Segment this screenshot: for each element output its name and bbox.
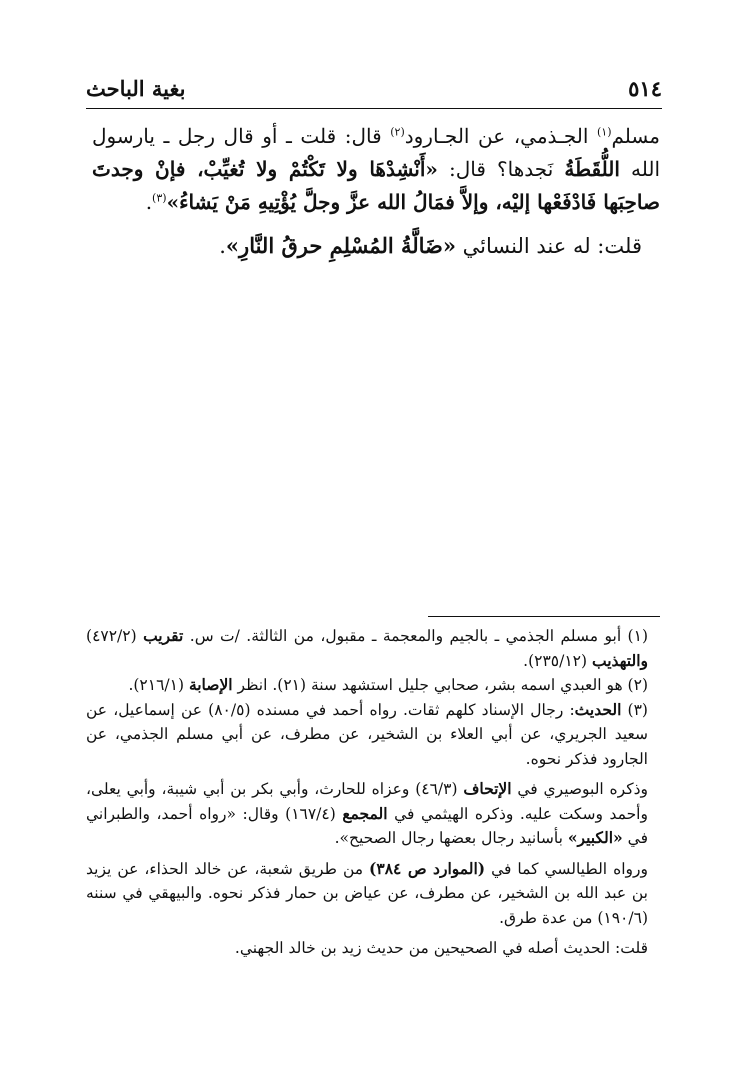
text-segment: (٢) هو العبدي اسمه بشر، صحابي جليل استشهد سنة (٢١). انظر bbox=[232, 676, 648, 694]
nasai-quote: «ضَالَّةُ المُسْلِمِ حرقُ النَّارِ» bbox=[225, 233, 456, 258]
footnote-3-paragraph-3 bbox=[86, 857, 662, 931]
bold-term: (الموارد ص ٣٨٤) bbox=[369, 858, 486, 878]
page-header bbox=[86, 72, 662, 106]
footnote-ref-2: (٢) bbox=[390, 125, 405, 139]
footnote-divider bbox=[428, 616, 660, 617]
footnote-2 bbox=[86, 673, 662, 698]
text-segment: مسلم bbox=[611, 124, 660, 148]
header-divider bbox=[86, 108, 662, 109]
footnote-3-paragraph-4 bbox=[86, 936, 662, 961]
hadith-paragraph bbox=[92, 120, 660, 219]
bold-term: المجمع bbox=[342, 803, 388, 823]
text-segment: من طريق شعبة، عن خالد الحذاء، عن يزيد بن عبد الله بن الشخير، عن مطرف، عن عياض بن حمار فذكر نحوه. والبيهقي في سننه (١٩٠/٦) من عدة طرق. bbox=[86, 859, 648, 927]
text-segment: قلت: الحديث أصله في الصحيحين من حديث زيد بن خالد الجهني. bbox=[234, 939, 648, 957]
text-segment: (٢٣٥/١٢). bbox=[523, 651, 592, 670]
text-segment: . bbox=[219, 234, 226, 258]
bold-term: «الكبير» bbox=[567, 828, 623, 847]
bold-term: الإتحاف bbox=[463, 779, 512, 798]
main-text bbox=[92, 120, 660, 263]
footnote-ref-3: (٣) bbox=[152, 191, 167, 205]
bold-term: الحديث bbox=[574, 699, 622, 719]
text-segment: (٢١٦/١). bbox=[128, 676, 189, 694]
text-segment: (١) أبو مسلم الجذمي ـ بالجيم والمعجمة ـ مقبول، من الثالثة. /ت س. bbox=[183, 627, 648, 645]
running-title: بغية الباحث bbox=[86, 76, 186, 101]
text-segment: (١٦٧/٤) وقال: «رواه أحمد، والطبراني في bbox=[86, 804, 648, 847]
footnote-1 bbox=[86, 624, 662, 673]
footnote-3-paragraph-2 bbox=[86, 777, 662, 851]
page-number: ٥١٤ bbox=[628, 76, 662, 101]
bold-term: والتهذيب bbox=[591, 650, 648, 670]
text-segment: ورواه الطيالسي كما في bbox=[485, 859, 648, 878]
hadith-quote: «أَنْشِدْهَا ولا تَكْتُمْ ولا تُغيِّبْ، فإنْ وجدتَ صاحِبَها فَادْفَعْها إليْه، وإلاَّ فمَالُ الله عزَّ وجلَّ يُؤْتِيهِ مَنْ يَشاءُ» bbox=[92, 157, 660, 214]
author-note-paragraph bbox=[92, 229, 660, 263]
footnote-3 bbox=[86, 698, 662, 772]
text-segment: الجـذمي، عن الجـارود bbox=[404, 124, 597, 148]
footnotes-section bbox=[86, 624, 662, 961]
text-segment: قلت: له عند النسائي bbox=[456, 234, 642, 258]
text-segment: . bbox=[145, 190, 153, 214]
text-segment: نَجدها؟ قال: bbox=[437, 157, 565, 181]
footnote-ref-1: (١) bbox=[596, 125, 612, 139]
bold-term: الإصابة bbox=[188, 675, 233, 694]
text-segment: وذكره البوصيري في bbox=[511, 780, 648, 798]
text-segment: (٤٧٢/٢) bbox=[86, 627, 144, 645]
text-segment: بأسانيد رجال بعضها رجال الصحيح». bbox=[334, 829, 568, 847]
text-segment: (٣) bbox=[621, 700, 648, 719]
bold-term: تقريب bbox=[143, 626, 184, 645]
text-segment: (٤٦/٣) وعزاه للحارث، وأبي بكر بن أبي شيبة، وأبي يعلى، وأحمد وسكت عليه. وذكره الهيثمي في bbox=[86, 780, 648, 823]
text-segment: : رجال الإسناد كلهم ثقات. رواه أحمد في مسنده (٨٠/٥) عن إسماعيل، عن سعيد الجريري، عن أبي العلاء بن الشخير، عن مطرف، عن أبي مسلم الجذمي، عن الجارود فذكر نحوه. bbox=[86, 700, 648, 768]
text-segment: قال: قلت ـ أو قال رجل ـ يارسول الله bbox=[92, 124, 661, 181]
bold-term: اللُّقَطَةُ bbox=[564, 157, 620, 181]
